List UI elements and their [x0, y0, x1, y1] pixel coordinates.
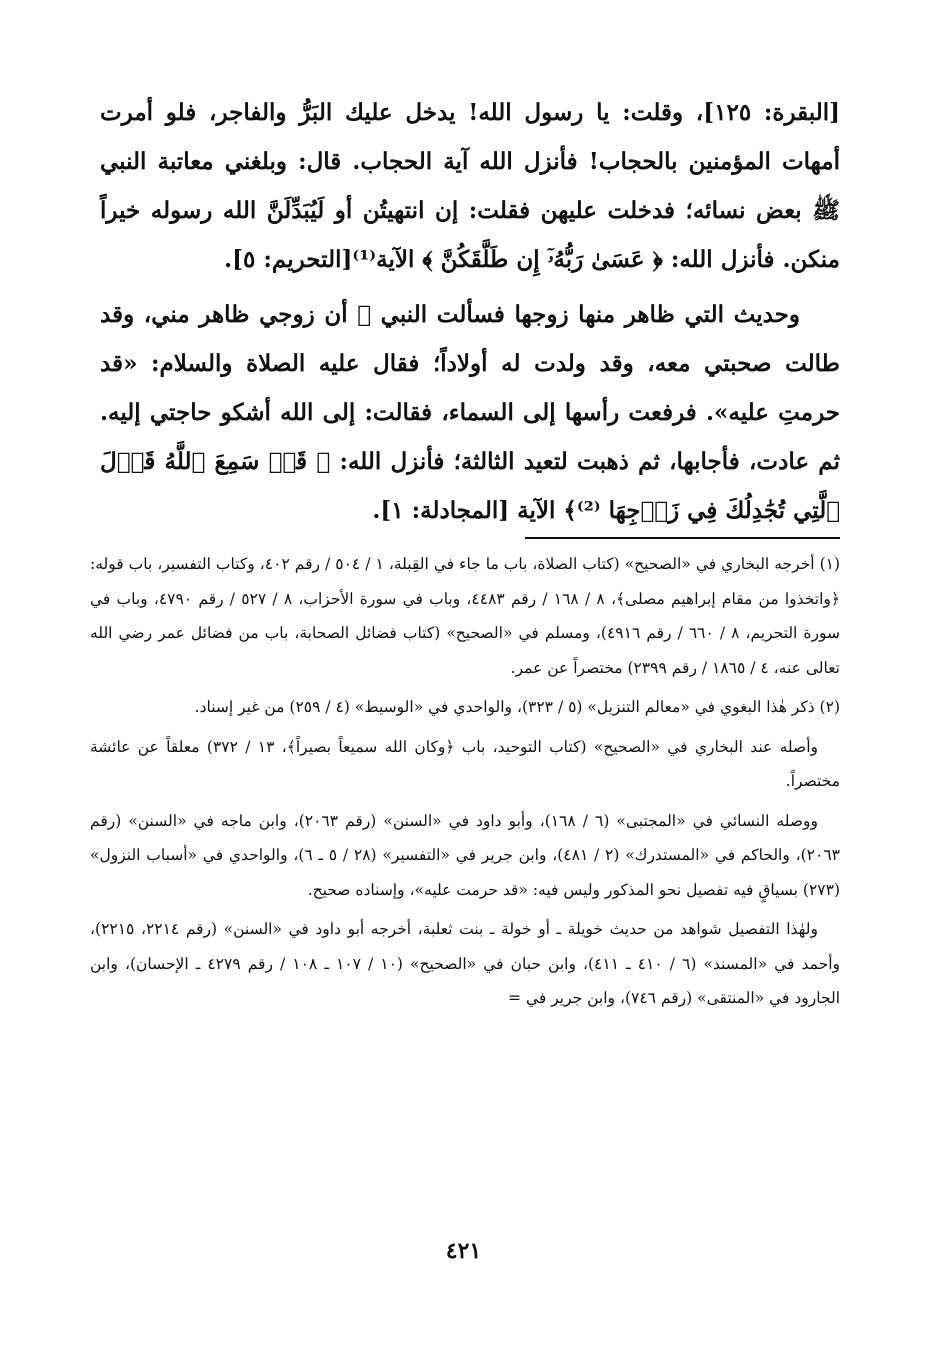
main-paragraph-2: وحديث التي ظاهر منها زوجها فسألت النبي ﷺ أن زوجي ظاهر مني، وقد طالت صحبتي معه، وقد ولدت له أولاداً؛ فقال عليه الصلاة والسلام: «قد حرمتِ عليه». فرفعت رأسها إلى السماء، فقالت: إلى الله أشكو حاجتي إليه. ثم عادت، فأجابها، ثم ذهبت لتعيد الثالثة؛ فأنزل الله: ﴿ قَدۡ سَمِعَ ٱللَّهُ قَوۡلَ ٱلَّتِي تُجَٰدِلُكَ فِي زَوۡجِهَا ⁽²⁾﴾ الآية [المجادلة: ١]. [100, 301, 840, 524]
footnote-2-continuation-a: وأصله عند البخاري في «الصحيح» (كتاب التوحيد، باب ﴿وكان الله سميعاً بصيراً﴾، ١٣ / ٣٧٢) معلقاً عن عائشة مختصراً. [90, 737, 840, 790]
main-paragraph-1: [البقرة: ١٢٥]، وقلت: يا رسول الله! يدخل عليك البَرُّ والفاجر، فلو أمرت أمهات المؤمنين بالحجاب! فأنزل الله آية الحجاب. قال: وبلغني معاتبة النبي ﷺ بعض نسائه؛ فدخلت عليهن فقلت: إن انتهيتُن أو لَيُبَدِّلَنَّ الله رسوله خيراً منكن. فأنزل الله: ﴿ عَسَىٰ رَبُّهُۥٓ إِن طَلَّقَكُنَّ ﴾ الآية⁽¹⁾[التحريم: ٥]. [100, 99, 840, 273]
footnotes-block [90, 547, 840, 1021]
footnote-2: (٢) ذكر هٰذا البغوي في «معالم التنزيل» (٥ / ٣٢٣)، والواحدي في «الوسيط» (٤ / ٢٥٩) من غير إسناد. [194, 698, 840, 716]
main-text-block [100, 88, 840, 541]
footnote-2-continuation-c: ولهٰذا التفصيل شواهد من حديث خويلة ـ أو خولة ـ بنت ثعلبة، أخرجه أبو داود في «السنن» (رقم ٢٢١٤، ٢٢١٥)، وأحمد في «المسند» (٦ / ٤١٠ ـ ٤١١)، وابن حبان في «الصحيح» (١٠ / ١٠٧ ـ ١٠٨ / رقم ٤٢٧٩ ـ الإحسان)، وابن الجارود في «المنتقى» (رقم ٧٤٦)، وابن جرير في = [90, 920, 840, 1007]
footnote-divider [525, 537, 840, 539]
page-number: ٤٢١ [445, 1238, 482, 1264]
footnote-1: (١) أخرجه البخاري في «الصحيح» (كتاب الصلاة، باب ما جاء في القِبلة، ١ / ٥٠٤ / رقم ٤٠٢، وكتاب التفسير، باب قوله: ﴿واتخذوا من مقام إبراهيم مصلى﴾، ٨ / ١٦٨ / رقم ٤٤٨٣، وباب في سورة الأحزاب، ٨ / ٥٢٧ / رقم ٤٧٩٠، وباب في سورة التحريم، ٨ / ٦٦٠ / رقم ٤٩١٦)، ومسلم في «الصحيح» (كتاب فضائل الصحابة، باب من فضائل عمر رضي الله تعالى عنه، ٤ / ١٨٦٥ / رقم ٢٣٩٩) مختصراً عن عمر. [90, 555, 841, 677]
footnote-2-continuation-b: ووصله النسائي في «المجتبى» (٦ / ١٦٨)، وأبو داود في «السنن» (رقم ٢٠٦٣)، وابن ماجه في «السنن» (رقم ٢٠٦٣)، والحاكم في «المستدرك» (٢ / ٤٨١)، وابن جرير في «التفسير» (٢٨ / ٥ ـ ٦)، والواحدي في «أسباب النزول» (٢٧٣) بسياقٍ فيه تفصيل نحو المذكور وليس فيه: «قد حرمت عليه»، وإسناده صحيح. [90, 811, 840, 899]
